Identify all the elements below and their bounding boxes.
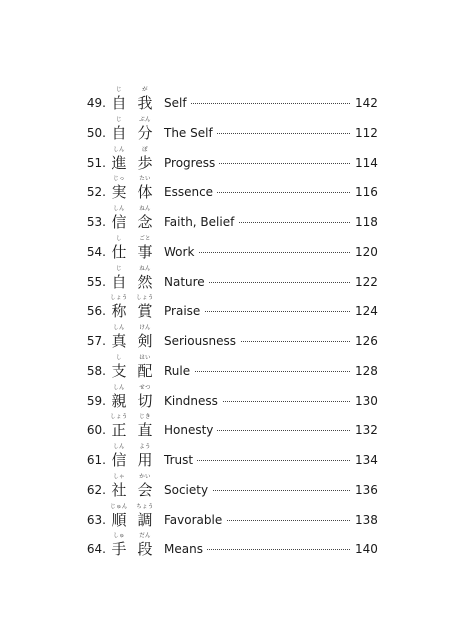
kanji-character (136, 324, 154, 350)
entry-title: Seriousness (164, 334, 240, 348)
kanji-character (136, 146, 154, 172)
furigana: じき (139, 414, 151, 421)
page-number: 130 (352, 394, 378, 408)
toc-entry[interactable] (0, 205, 450, 235)
kanji-term (110, 294, 154, 323)
kanji: 自 (111, 123, 127, 142)
toc-entry[interactable] (0, 294, 450, 324)
kanji-character (110, 354, 128, 380)
entry-title: Progress (164, 156, 219, 170)
furigana: ごと (139, 235, 151, 242)
kanji: 分 (137, 123, 153, 142)
entry-number: 58. (86, 363, 106, 378)
furigana: しょう (110, 295, 128, 302)
kanji: 支 (111, 361, 127, 380)
kanji-term (110, 116, 154, 145)
page-number: 136 (352, 483, 378, 497)
entry-title: Society (164, 483, 212, 497)
kanji-term (110, 86, 154, 115)
furigana: しん (113, 146, 125, 153)
furigana: ぶん (139, 116, 151, 123)
kanji-character (110, 116, 128, 142)
entry-number: 50. (86, 125, 106, 140)
entry-number: 62. (86, 482, 106, 497)
toc-entry[interactable] (0, 86, 450, 116)
kanji: 信 (111, 451, 127, 469)
kanji: 手 (111, 540, 127, 559)
toc-entry[interactable] (0, 473, 450, 503)
toc-entry[interactable] (0, 354, 450, 384)
dot-leader (190, 103, 350, 104)
entry-number: 53. (86, 215, 106, 229)
kanji-character (136, 413, 154, 439)
toc-entry[interactable] (0, 532, 450, 562)
furigana: しん (113, 444, 125, 450)
furigana: はい (139, 354, 151, 361)
kanji: 配 (137, 361, 153, 380)
toc-entry[interactable] (0, 384, 450, 414)
kanji-term (110, 532, 154, 561)
dot-leader (190, 371, 350, 372)
page-number: 138 (352, 513, 378, 527)
furigana: じ (116, 116, 122, 123)
kanji-character (110, 175, 128, 201)
kanji-character (136, 443, 154, 469)
kanji-character (110, 443, 128, 469)
entry-title: Honesty (164, 423, 217, 437)
furigana: しょう (110, 414, 128, 421)
kanji-term (110, 413, 154, 442)
kanji: 段 (137, 540, 153, 559)
toc-entry[interactable] (0, 413, 450, 443)
kanji: 自 (111, 94, 127, 112)
kanji: 切 (137, 391, 153, 410)
kanji: 賞 (137, 302, 153, 321)
kanji-character (136, 235, 154, 261)
furigana: ねん (139, 265, 151, 272)
furigana: じ (116, 265, 122, 272)
kanji-term (110, 473, 154, 502)
kanji-character (136, 265, 154, 291)
furigana: しん (113, 384, 125, 391)
furigana: だん (139, 533, 151, 540)
kanji-character (110, 384, 128, 410)
page-number: 112 (352, 126, 378, 140)
kanji: 我 (137, 94, 153, 112)
toc-entry[interactable] (0, 265, 450, 295)
furigana: けん (139, 325, 151, 331)
kanji: 歩 (137, 153, 153, 172)
kanji-character (136, 116, 154, 142)
entry-number: 49. (86, 96, 106, 110)
toc-entry[interactable] (0, 175, 450, 205)
kanji: 称 (111, 302, 127, 321)
entry-title: Favorable (164, 513, 226, 527)
kanji-term (110, 443, 154, 472)
entry-title: The Self (164, 126, 217, 140)
entry-title: Essence (164, 185, 217, 199)
furigana: し (116, 354, 122, 361)
page-number: 122 (352, 275, 378, 289)
entry-title: Work (164, 245, 198, 259)
entry-title: Praise (164, 304, 204, 318)
kanji-character (110, 265, 128, 291)
entry-number: 64. (86, 542, 106, 557)
kanji: 用 (137, 451, 153, 469)
kanji-character (136, 294, 154, 320)
kanji-character (110, 473, 128, 499)
page-number: 134 (352, 453, 378, 467)
kanji-term (110, 146, 154, 175)
furigana: しゅ (113, 533, 125, 540)
entry-title: Trust (164, 453, 197, 467)
dot-leader (190, 460, 350, 461)
furigana: しん (113, 206, 125, 212)
kanji-character (110, 294, 128, 320)
entry-number: 56. (86, 304, 106, 319)
kanji-character (110, 503, 128, 529)
kanji-character (110, 413, 128, 439)
kanji: 事 (137, 242, 153, 261)
kanji: 順 (111, 510, 127, 529)
furigana: たい (139, 176, 151, 183)
kanji: 正 (111, 421, 127, 440)
page-number: 126 (352, 334, 378, 348)
kanji: 親 (111, 391, 127, 410)
furigana: じっ (113, 176, 125, 183)
kanji: 仕 (111, 242, 127, 261)
kanji-character (110, 205, 128, 231)
kanji-term (110, 503, 154, 532)
entry-number: 60. (86, 423, 106, 438)
kanji-character (136, 503, 154, 529)
furigana: が (142, 87, 148, 93)
entry-title: Rule (164, 364, 194, 378)
kanji: 体 (137, 183, 153, 202)
furigana: ちょう (136, 503, 154, 510)
kanji-character (136, 532, 154, 558)
kanji: 然 (137, 272, 153, 291)
kanji: 直 (137, 421, 153, 440)
furigana: し (116, 235, 122, 242)
entry-number: 54. (86, 244, 106, 259)
entry-title: Nature (164, 275, 209, 289)
page-number: 140 (352, 542, 378, 556)
kanji: 真 (111, 332, 127, 350)
entry-number: 51. (86, 155, 106, 170)
entry-number: 63. (86, 512, 106, 527)
kanji-character (110, 86, 128, 112)
entry-number: 55. (86, 274, 106, 289)
furigana: じ (116, 87, 122, 93)
kanji-character (110, 324, 128, 350)
kanji-character (110, 532, 128, 558)
dot-leader (190, 549, 350, 550)
toc-entry[interactable] (0, 443, 450, 473)
kanji: 調 (137, 510, 153, 529)
page-number: 124 (352, 304, 378, 318)
kanji-character (136, 384, 154, 410)
furigana: せつ (139, 384, 151, 391)
entry-number: 57. (86, 334, 106, 348)
page-number: 120 (352, 245, 378, 259)
entry-title: Kindness (164, 394, 222, 408)
dot-leader (190, 282, 350, 283)
kanji-term (110, 265, 154, 294)
page-number: 132 (352, 423, 378, 437)
furigana: よう (139, 444, 151, 450)
kanji: 念 (137, 213, 153, 231)
kanji-character (136, 473, 154, 499)
furigana: ねん (139, 206, 151, 212)
kanji-term (110, 354, 154, 383)
page-number: 116 (352, 185, 378, 199)
kanji: 剣 (137, 332, 153, 350)
kanji-term (110, 175, 154, 204)
kanji-term (110, 324, 154, 353)
table-of-contents (0, 86, 450, 562)
kanji-character (110, 235, 128, 261)
kanji: 自 (111, 272, 127, 291)
kanji: 実 (111, 183, 127, 202)
kanji-character (136, 175, 154, 201)
toc-entry[interactable] (0, 503, 450, 533)
kanji: 社 (111, 480, 127, 499)
furigana: しん (113, 325, 125, 331)
furigana: かい (139, 473, 151, 480)
dot-leader (190, 311, 350, 312)
dot-leader (190, 252, 350, 253)
page-number: 128 (352, 364, 378, 378)
page-number: 118 (352, 215, 378, 229)
page-number: 142 (352, 96, 378, 110)
kanji-character (136, 354, 154, 380)
furigana: ぽ (142, 146, 148, 153)
entry-title: Self (164, 96, 191, 110)
entry-number: 52. (86, 185, 106, 200)
page-number: 114 (352, 156, 378, 170)
toc-entry[interactable] (0, 146, 450, 176)
entry-number: 61. (86, 453, 106, 467)
kanji-term (110, 235, 154, 264)
toc-entry[interactable] (0, 235, 450, 265)
kanji-character (110, 146, 128, 172)
furigana: しゃ (113, 473, 125, 480)
furigana: しょう (136, 295, 154, 302)
kanji: 進 (111, 153, 127, 172)
toc-entry[interactable] (0, 324, 450, 354)
entry-title: Means (164, 542, 207, 556)
kanji: 信 (111, 213, 127, 231)
kanji: 会 (137, 480, 153, 499)
furigana: じゅん (110, 503, 128, 510)
toc-entry[interactable] (0, 116, 450, 146)
entry-title: Faith, Belief (164, 215, 238, 229)
dot-leader (190, 490, 350, 491)
kanji-character (136, 205, 154, 231)
kanji-character (136, 86, 154, 112)
kanji-term (110, 384, 154, 413)
kanji-term (110, 205, 154, 234)
entry-number: 59. (86, 393, 106, 408)
